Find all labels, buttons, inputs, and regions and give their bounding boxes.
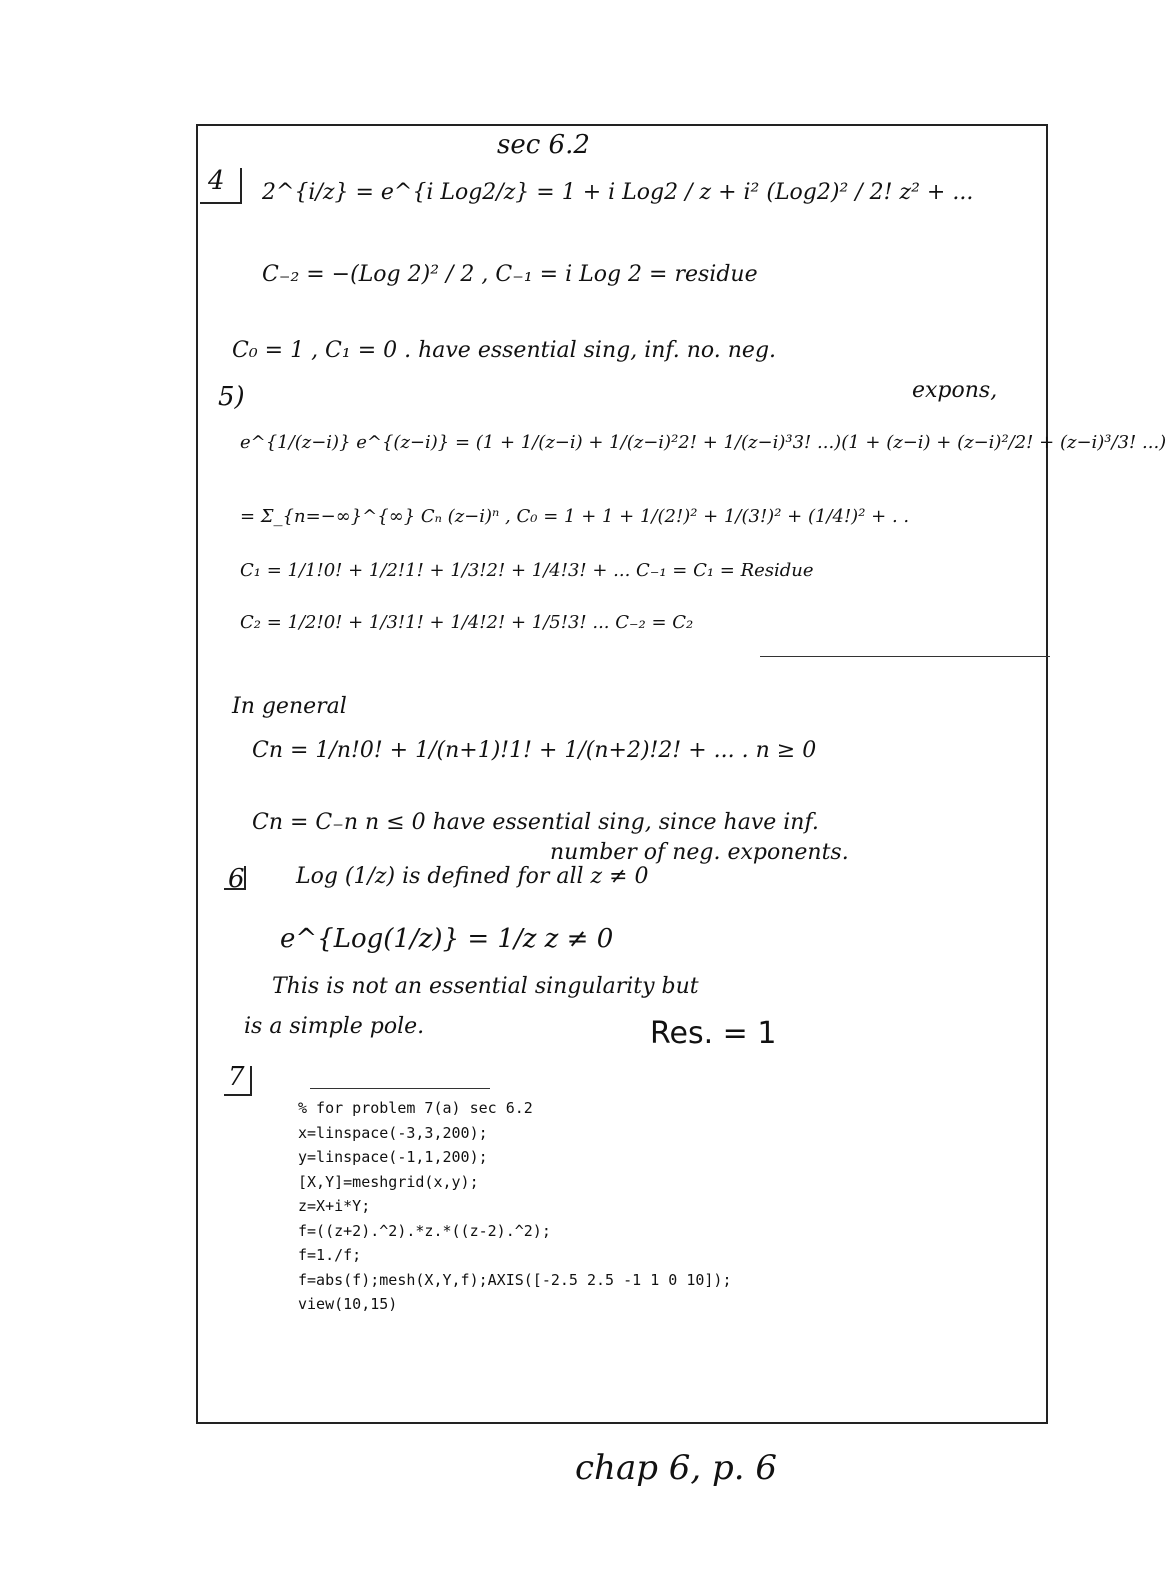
general-line-1: Cn = 1/n!0! + 1/(n+1)!1! + 1/(n+2)!2! + ... . n ≥ 0: [252, 738, 817, 763]
problem-7-number: 7: [228, 1062, 245, 1092]
matlab-code: [298, 1096, 918, 1317]
residue-result: Res. = 1: [650, 1016, 777, 1051]
problem-4-line-2: C₋₂ = −(Log 2)² / 2 , C₋₁ = i Log 2 = residue: [262, 262, 758, 287]
section-header: sec 6.2: [497, 130, 590, 160]
problem-6-line-1: Log (1/z) is defined for all z ≠ 0: [296, 864, 649, 889]
problem-5-number: 5): [218, 382, 245, 412]
problem-5-line-3: C₁ = 1/1!0! + 1/2!1! + 1/3!2! + 1/4!3! + ... C₋₁ = C₁ = Residue: [240, 560, 814, 581]
problem-4-number: 4: [208, 166, 225, 196]
problem-4-line-3: C₀ = 1 , C₁ = 0 . have essential sing, inf. no. neg.: [232, 338, 777, 363]
general-title: In general: [232, 694, 347, 719]
problem-6-line-2: e^{Log(1/z)} = 1/z z ≠ 0: [280, 924, 614, 954]
problem-5-line-2: = Σ_{n=−∞}^{∞} Cₙ (z−i)ⁿ , C₀ = 1 + 1 + 1/(2!)² + 1/(3!)² + (1/4!)² + . .: [240, 506, 910, 527]
problem-4-line-3b: expons,: [912, 378, 998, 403]
section-divider: [760, 656, 1050, 657]
code-line: f=abs(f);mesh(X,Y,f);AXIS([-2.5 2.5 -1 1 0 10]);: [298, 1270, 732, 1289]
problem-6-number: 6: [228, 864, 245, 894]
code-rule: [310, 1088, 490, 1089]
code-line: x=linspace(-3,3,200);: [298, 1123, 488, 1142]
code-line: % for problem 7(a) sec 6.2: [298, 1099, 533, 1117]
code-line: z=X+i*Y;: [298, 1197, 371, 1215]
problem-6-line-3: This is not an essential singularity but: [272, 974, 699, 999]
code-line: [X,Y]=meshgrid(x,y);: [298, 1172, 479, 1191]
code-line: view(10,15): [298, 1295, 398, 1313]
problem-4-line-1: 2^{i/z} = e^{i Log2/z} = 1 + i Log2 / z + i² (Log2)² / 2! z² + ...: [262, 180, 974, 205]
problem-6-line-4: is a simple pole.: [244, 1014, 425, 1039]
problem-5-line-1: e^{1/(z−i)} e^{(z−i)} = (1 + 1/(z−i) + 1/(z−i)²2! + 1/(z−i)³3! ...)(1 + (z−i) + (z−i)²/2! + (z−i)³/3! ...): [240, 432, 1167, 453]
code-line: f=1./f;: [298, 1246, 362, 1264]
general-line-3: number of neg. exponents.: [550, 840, 849, 865]
code-line: y=linspace(-1,1,200);: [298, 1148, 488, 1166]
code-line: f=((z+2).^2).*z.*((z-2).^2);: [298, 1221, 551, 1240]
page-footer: chap 6, p. 6: [575, 1448, 778, 1488]
problem-5-line-4: C₂ = 1/2!0! + 1/3!1! + 1/4!2! + 1/5!3! ... C₋₂ = C₂: [240, 612, 694, 633]
general-line-2: Cn = C₋n n ≤ 0 have essential sing, since have inf.: [252, 810, 819, 835]
